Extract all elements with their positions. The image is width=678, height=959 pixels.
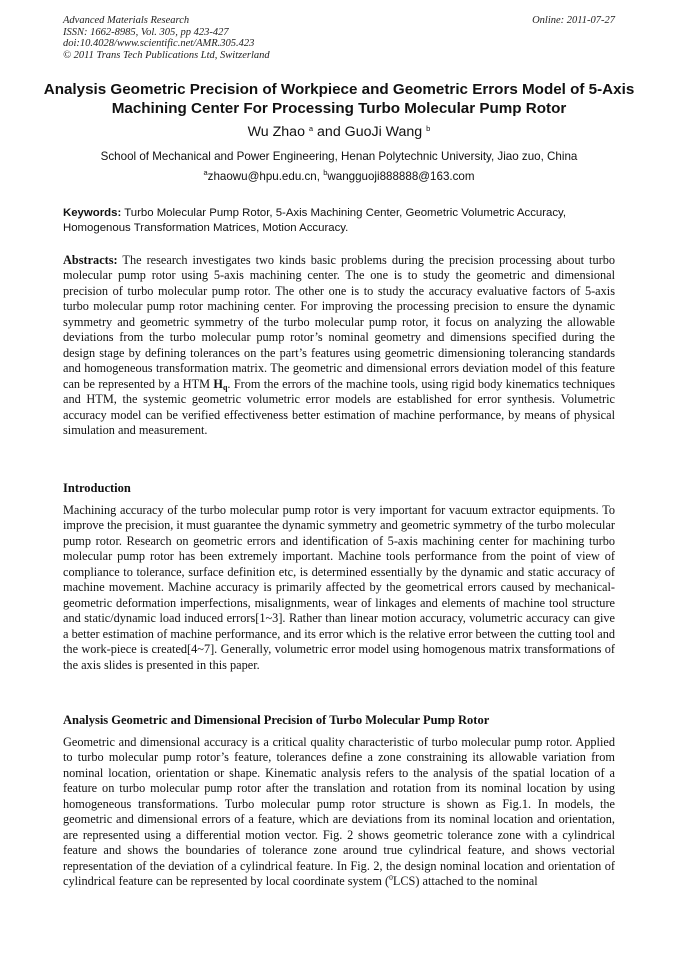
author-1-mark: a	[308, 124, 314, 133]
online-date: Online: 2011-07-27	[532, 15, 615, 26]
journal-header	[63, 15, 270, 61]
email-b[interactable]: wangguoji888888@163.com	[327, 170, 475, 183]
journal-name: Advanced Materials Research	[63, 15, 190, 26]
abstract-text-2: . From the errors of the machine tools, using rigid body kinematics techniques and HTM, the systemic geometric volumetric error models are established for error synthesis. Volumetric accuracy model can be verified effectiveness better estimation of machine performance, by means of physical simulation and measurement.	[63, 376, 615, 437]
section2-heading: Analysis Geometric and Dimensional Precision of Turbo Molecular Pump Rotor	[63, 713, 490, 727]
author-1: Wu Zhao	[247, 124, 305, 140]
introduction-heading: Introduction	[63, 481, 131, 495]
email-a[interactable]: zhaowu@hpu.edu.cn,	[207, 170, 324, 183]
author-line	[40, 124, 638, 140]
email-line	[40, 170, 638, 183]
email-b-mark: b	[323, 168, 328, 177]
htm-symbol	[213, 377, 227, 391]
author-2: GuoJi Wang	[344, 124, 423, 140]
author-joiner: and	[313, 124, 345, 140]
doi-line: doi:10.4028/www.scientific.net/AMR.305.423	[63, 38, 255, 50]
email-a-mark: a	[203, 168, 208, 177]
author-2-mark: b	[426, 124, 431, 133]
lcs-superscript: 0	[389, 873, 393, 883]
introduction-text: Machining accuracy of the turbo molecular pump rotor is very important for vacuum extractor equipments. To improve the precision, it must guarantee the dynamic symmetry and geometric symmetry of the turbo molecular pump rotor. Research on geometric errors and identification of 5-axis machining center for machining turbo molecular pump rotor has been extremely important. Machine tools performance from the point of view of compliance to tolerance, surface definition etc, is determined essentially by the dynamic and static accuracy of machine movement. Machine accuracy is primarily affected by the geometrical errors caused by mechanical-geometric deformation imperfections, misalignments, wear of linkages and elements of machine tool structure and static/dynamic load induced errors[1~3]. Rather than linear motion accuracy, volumetric accuracy can give a better estimation of machine performance, and its error which is the relative error between the cutting tool and the work-piece is created[4~7]. Generally, volumetric error model using homogenous matrix transformations of the axis slides is presented in this paper.	[63, 503, 615, 672]
keywords-label: Keywords:	[63, 207, 122, 219]
htm-symbol-letter: H	[213, 376, 223, 391]
section2-text-1: Geometric and dimensional accuracy is a critical quality characteristic of turbo molecular pump rotor. Applied to turbo molecular pump rotor’s feature, tolerances define a zone constraining its allowable variation from nominal location, orientation or shape. Kinematic analysis refers to the analysis of the spatial location of a feature on turbo molecular pump rotor after the translation and rotation from its nominal location by using homogeneous transformations. Turbo molecular pump rotor structure is shown as Fig.1. In models, the geometric and dimensional errors of a feature, which are deviations from its nominal location and orientation, are represented using a differential motion vector. Fig. 2 shows geometric tolerance zone with a cylindrical feature and shows the boundaries of tolerance zone around true cylindrical feature, and shows vectorial representation of the deviation of a cylindrical feature. In Fig. 2, the design nominal location and orientation of cylindrical feature can be represented by local coordinate system (	[63, 735, 615, 889]
section2-body	[63, 735, 615, 890]
affiliation: School of Mechanical and Power Engineering, Henan Polytechnic University, Jiao zuo, China	[100, 150, 578, 163]
abstract-label: Abstracts:	[63, 253, 118, 267]
htm-subscript: q	[222, 382, 228, 392]
keywords	[63, 206, 615, 236]
abstract	[63, 253, 615, 438]
paper-title: Analysis Geometric Precision of Workpiece and Geometric Errors Model of 5-Axis Machining Center For Processing Turbo Molecular Pump Rotor	[43, 81, 635, 117]
abstract-text-1: The research investigates two kinds basic problems during the precision processing about turbo molecular pump rotor using 5-axis machining center. The one is to study the geometric and dimensional precision of turbo molecular pump rotor. The other one is to study the accuracy evaluative factors of 5-axis turbo molecular pump rotor machining center. For improving the processing precision to ensure the dynamic symmetry and geometric symmetry of the turbo molecular pump rotor, it focus on analyzing the allowable deviations from the turbo molecular pump rotor’s nominal geometry and dimensions specified during the design stage by defining tolerances on the part’s features using geometric dimensioning tolerancing standards and homogeneous transformation matrix. The geometric and dimensional errors deviation model of this feature can be represented by a HTM	[63, 253, 615, 391]
copyright-line: © 2011 Trans Tech Publications Ltd, Switzerland	[63, 49, 270, 61]
section2-text-2: LCS) attached to the nominal	[392, 874, 538, 889]
issn-line: ISSN: 1662-8985, Vol. 305, pp 423-427	[63, 26, 229, 38]
keywords-text: Turbo Molecular Pump Rotor, 5-Axis Machining Center, Geometric Volumetric Accuracy, Homogenous Transformation Matrices, Motion Accuracy.	[63, 207, 567, 235]
